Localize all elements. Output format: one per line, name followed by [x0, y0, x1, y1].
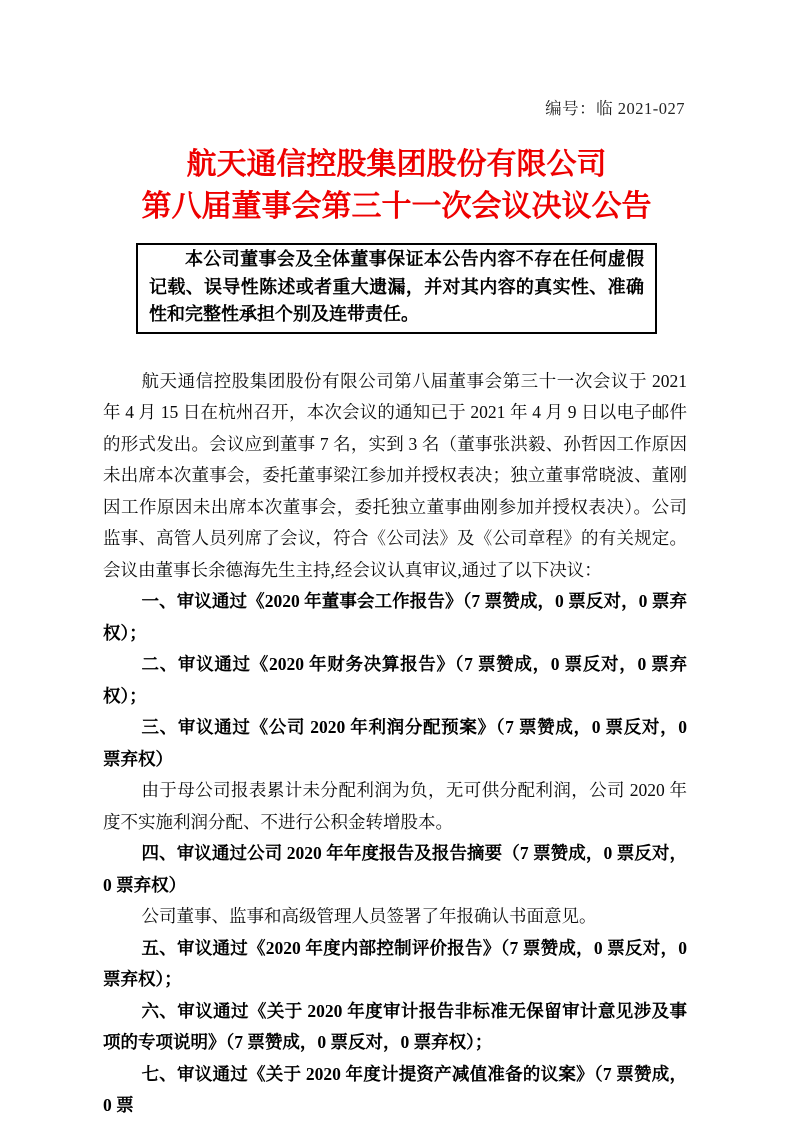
disclaimer-text: 本公司董事会及全体董事保证本公告内容不存在任何虚假记载、误导性陈述或者重大遗漏，并对其内容的真实性、准确性和完整性承担个别及连带责任。: [149, 249, 644, 324]
page-title-line1: 航天通信控股集团股份有限公司: [186, 148, 607, 181]
paragraph-signature-note: 公司董事、监事和高级管理人员签署了年报确认书面意见。: [141, 906, 597, 926]
resolution-item-6: 六、审议通过《关于 2020 年度审计报告非标准无保留审计意见涉及事项的专项说明》（7 票赞成，0 票反对，0 票弃权）；: [103, 1000, 687, 1052]
page-title-line2: 第八届董事会第三十一次会议决议公告: [141, 190, 652, 223]
doc-number: 编号：临 2021-027: [545, 99, 685, 118]
paragraph-intro: 航天通信控股集团股份有限公司第八届董事会第三十一次会议于 2021 年 4 月 15 日在杭州召开，本次会议的通知已于 2021 年 4 月 9 日以电子邮件的形式发出。会议应到董事 7 名，实到 3 名（董事张洪毅、孙哲因工作原因未出席本次董事会，委托董事梁江参加并授权表决；独立董事常晓波、董刚因工作原因未出席本次董事会，委托独立董事曲刚参加并授权表决）。公司监事、高管人员列席了会议，符合《公司法》及《公司章程》的有关规定。会议由董事长余德海先生主持,经会议认真审议,通过了以下决议：: [103, 370, 687, 580]
resolution-item-4: 四、审议通过公司 2020 年年度报告及报告摘要（7 票赞成，0 票反对，0 票弃权）: [103, 843, 687, 895]
resolution-item-1: 一、审议通过《2020 年董事会工作报告》（7 票赞成，0 票反对，0 票弃权）；: [103, 591, 687, 643]
resolution-item-3: 三、审议通过《公司 2020 年利润分配预案》（7 票赞成，0 票反对，0 票弃权）: [103, 717, 687, 769]
resolution-item-2: 二、审议通过《2020 年财务决算报告》（7 票赞成，0 票反对，0 票弃权）；: [103, 654, 687, 706]
announcement-body: [103, 366, 687, 1122]
paragraph-profit-note: 由于母公司报表累计未分配利润为负，无可供分配利润，公司 2020 年度不实施利润分配、不进行公积金转增股本。: [103, 780, 687, 832]
resolution-item-7: 七、审议通过《关于 2020 年度计提资产减值准备的议案》（7 票赞成，0 票: [103, 1063, 687, 1115]
disclaimer-box: [136, 243, 657, 334]
resolution-item-5: 五、审议通过《2020 年度内部控制评价报告》（7 票赞成，0 票反对，0 票弃权）；: [103, 937, 687, 989]
